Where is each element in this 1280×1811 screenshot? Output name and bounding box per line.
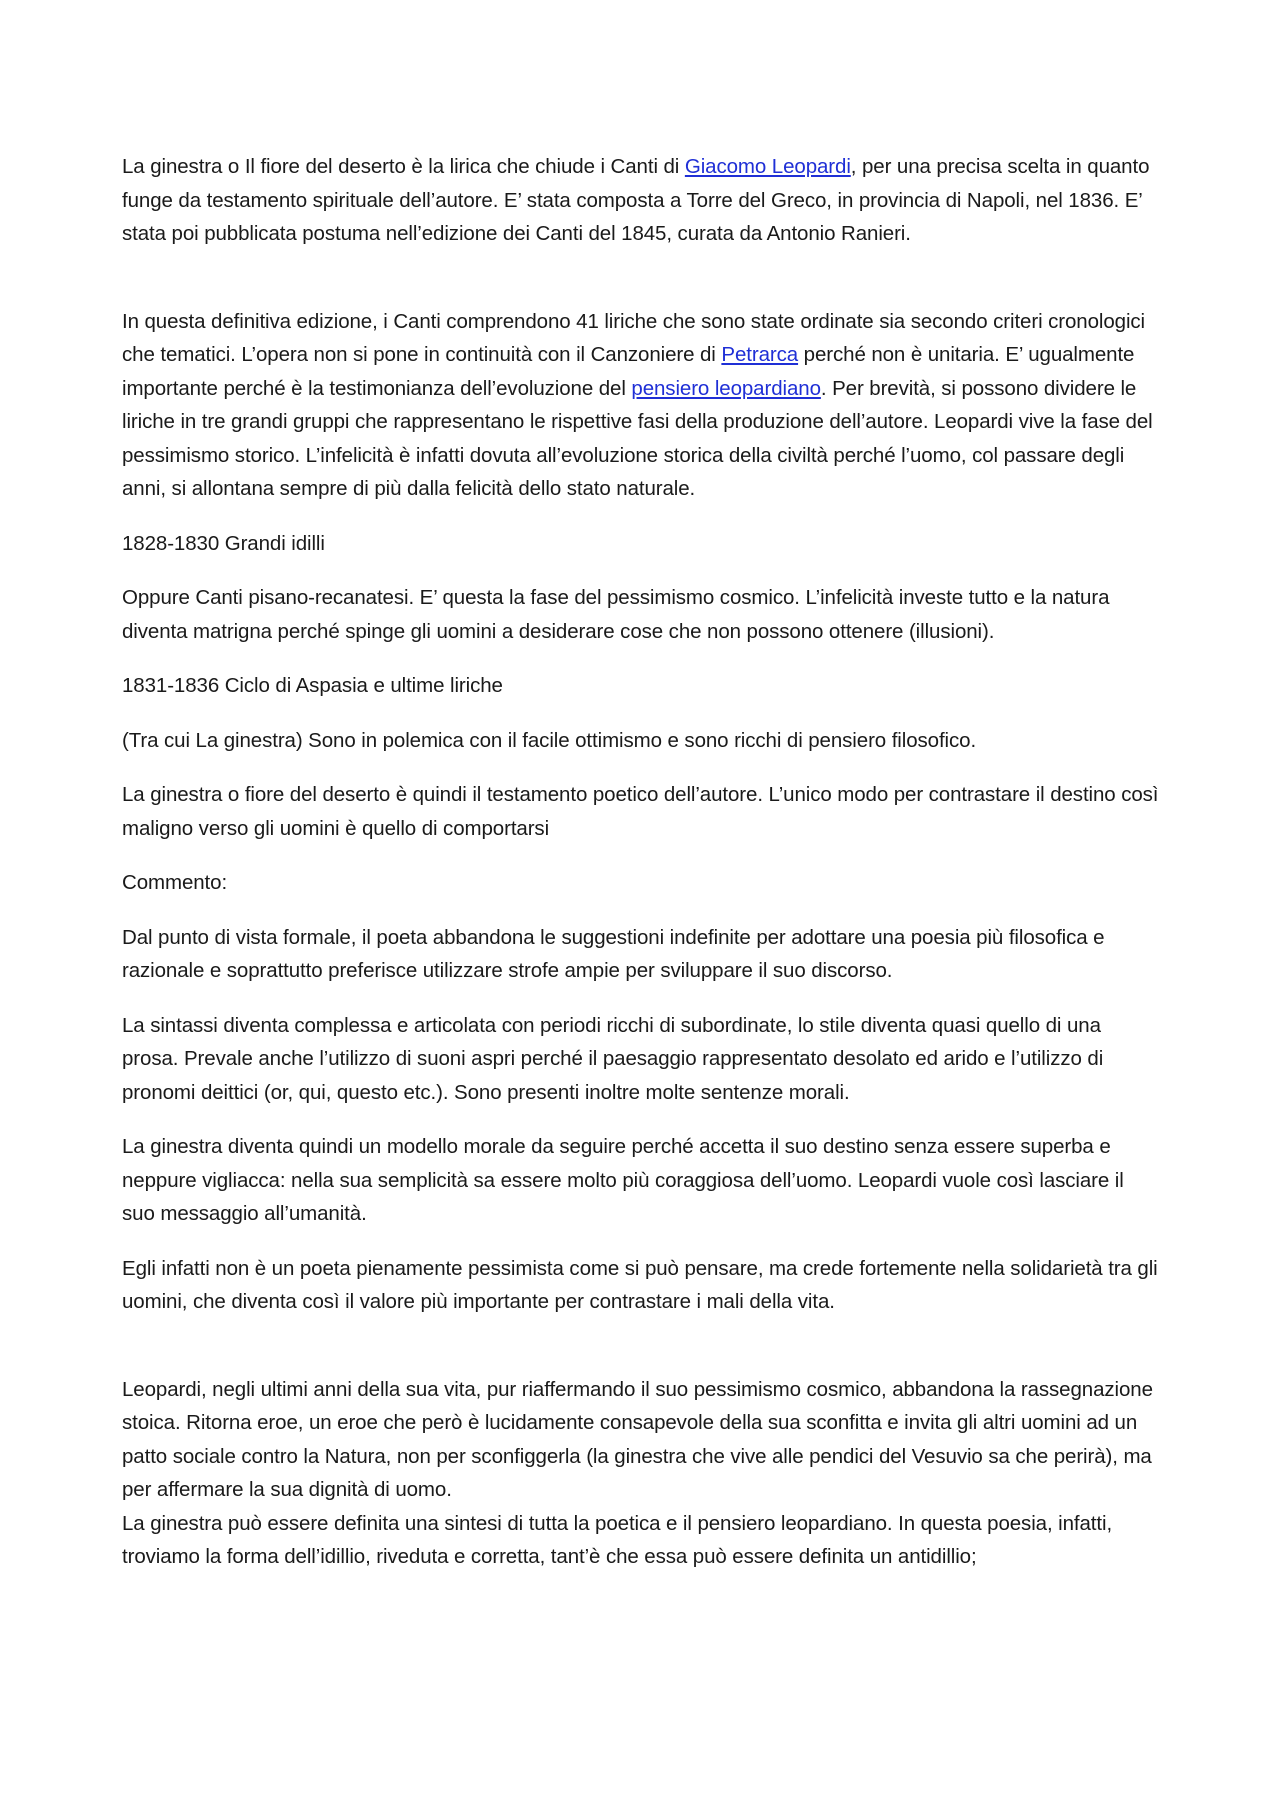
paragraph-commento-heading: Commento: xyxy=(122,871,228,894)
paragraph-aspasia-heading: 1831-1836 Ciclo di Aspasia e ultime liriche xyxy=(122,674,503,697)
paragraph-grandi-idilli-heading: 1828-1830 Grandi idilli xyxy=(122,531,325,555)
paragraph-ultimi-anni: Leopardi, negli ultimi anni della sua vita, pur riaffermando il suo pessimismo cosmico, abbandona la rassegnazione stoica. Ritorna eroe, un eroe che però è lucidamente consapevole della sua sconfitta e invita gli altri uomini ad un patto sociale contro la Natura, non per sconfiggerla (la ginestra che vive alle pendici del Vesuvio sa che perirà), ma per affermare la sua dignità di uomo. xyxy=(122,1377,1153,1501)
text-span: , per una precisa scelta in quanto funge da testamento spirituale dell’autore. E’ stata composta a Torre del Greco, in provincia di Napoli, nel 1836. E’ stata poi pubblicata postuma nell’edizione dei Canti del 1845, curata da Antonio Ranieri. xyxy=(122,155,1150,245)
link-giacomo-leopardi[interactable]: Giacomo Leopardi xyxy=(684,155,851,178)
text-span: . Per brevità, si possono dividere le liriche in tre grandi gruppi che rappresentano le rispettive fasi della produzione dell’autore. Leopardi vive la fase del pessimismo storico. L’infelicità è infatti dovuta all’evoluzione storica della civiltà perché l’uomo, col passare degli anni, si allontana sempre di più dalla felicità dello stato naturale. xyxy=(122,376,1153,500)
paragraph-punto-di-vista: Dal punto di vista formale, il poeta abbandona le suggestioni indefinite per adottare una poesia più filosofica e razionale e soprattutto preferisce utilizzare strofe ampie per sviluppare il suo discorso. xyxy=(122,925,1105,982)
paragraph-modello-morale: La ginestra diventa quindi un modello morale da seguire perché accetta il suo destino senza essere superba e neppure vigliacca: nella sua semplicità sa essere molto più coraggiosa dell’uomo. Leopardi vuole così lasciare il suo messaggio all’umanità. xyxy=(122,1135,1124,1225)
paragraph-sintesi: La ginestra può essere definita una sintesi di tutta la poetica e il pensiero leopardiano. In questa poesia, infatti, troviamo la forma dell’idillio, riveduta e corretta, tant’è che essa può essere definita un antidillio; xyxy=(122,1511,1113,1568)
link-petrarca[interactable]: Petrarca xyxy=(721,343,799,366)
paragraph-intro xyxy=(122,150,1162,251)
text-span: In questa definitiva edizione, i Canti comprendono 41 liriche che sono state ordinate sia secondo criteri cronologici che tematici. L’opera non si pone in continuità con il Canzoniere di xyxy=(122,309,1146,366)
paragraph-solidarieta: Egli infatti non è un poeta pienamente pessimista come si può pensare, ma crede fortemente nella solidarietà tra gli uomini, che diventa così il valore più importante per contrastare i mali della vita. xyxy=(122,1256,1158,1313)
text-span: perché non è unitaria. E’ ugualmente importante perché è la testimonianza dell’evoluzione del xyxy=(122,343,1135,400)
paragraph-canti-edition xyxy=(122,305,1162,506)
paragraph-tra-cui: (Tra cui La ginestra) Sono in polemica con il facile ottimismo e sono ricchi di pensiero filosofico. xyxy=(122,728,977,752)
paragraph-testamento: La ginestra o fiore del deserto è quindi il testamento poetico dell’autore. L’unico modo per contrastare il destino così maligno verso gli uomini è quello di comportarsi xyxy=(122,783,1159,840)
paragraph-sintassi: La sintassi diventa complessa e articolata con periodi ricchi di subordinate, lo stile diventa quasi quello di una prosa. Prevale anche l’utilizzo di suoni aspri perché il paesaggio rappresentato desolato ed arido e l’utilizzo di pronomi deittici (or, qui, questo etc.). Sono presenti inoltre molte sentenze morali. xyxy=(122,1013,1104,1104)
paragraph-canti-pisano: Oppure Canti pisano-recanatesi. E’ questa la fase del pessimismo cosmico. L’infelicità investe tutto e la natura diventa matrigna perché spinge gli uomini a desiderare cose che non possono ottenere (illusioni). xyxy=(122,586,1110,643)
text-span: La ginestra o Il fiore del deserto è la lirica che chiude i Canti di xyxy=(122,155,685,178)
document-page xyxy=(122,150,1162,1574)
link-pensiero-leopardiano[interactable]: pensiero leopardiano xyxy=(631,376,821,400)
